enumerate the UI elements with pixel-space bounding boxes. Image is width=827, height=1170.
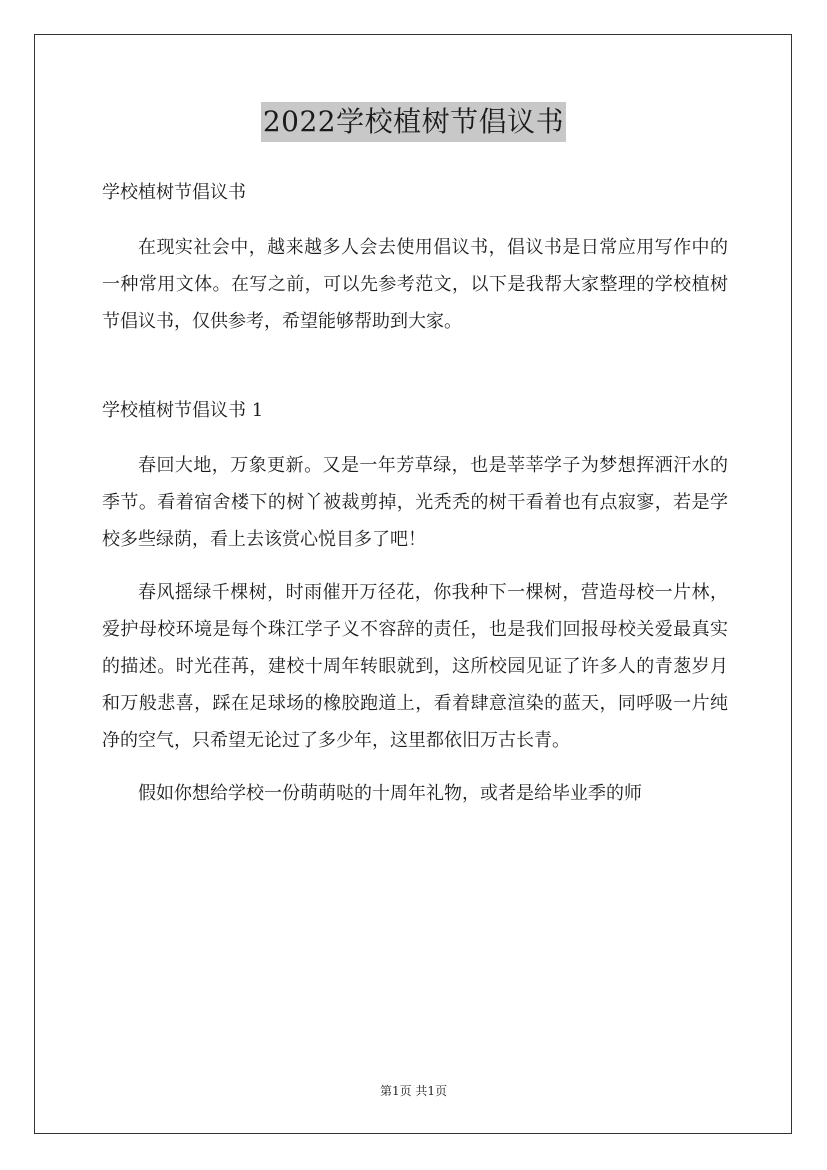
- paragraph: 假如你想给学校一份萌萌哒的十周年礼物，或者是给毕业季的师: [138, 783, 642, 804]
- document-body: [102, 174, 728, 812]
- document-title: 2022学校植树节倡议书: [261, 102, 566, 142]
- paragraph: 在现实社会中，越来越多人会去使用倡议书，倡议书是日常应用写作中的一种常用文体。在写之前，可以先参考范文，以下是我帮大家整理的学校植树节倡议书，仅供参考，希望能够帮助到大家。: [102, 237, 728, 332]
- paragraph: 春回大地，万象更新。又是一年芳草绿，也是莘莘学子为梦想挥洒汗水的季节。看着宿舍楼下的树丫被裁剪掉，光秃秃的树干看着也有点寂寥，若是学校多些绿荫，看上去该赏心悦目多了吧！: [102, 455, 728, 550]
- paragraph: 春风摇绿千棵树，时雨催开万径花，你我种下一棵树，营造母校一片林，爱护母校环境是每个珠江学子义不容辞的责任，也是我们回报母校关爱最真实的描述。时光荏苒，建校十周年转眼就到，这所校园见证了许多人的青葱岁月和万般悲喜，踩在足球场的橡胶跑道上，看着肆意渲染的蓝天，同呼吸一片纯净的空气，只希望无论过了多少年，这里都依旧万古长青。: [102, 582, 728, 751]
- section-heading: 学校植树节倡议书 1: [102, 400, 264, 421]
- page-footer: 第1页 共1页: [379, 1084, 448, 1098]
- title-container: [0, 102, 827, 142]
- section-heading: 学校植树节倡议书: [102, 182, 246, 203]
